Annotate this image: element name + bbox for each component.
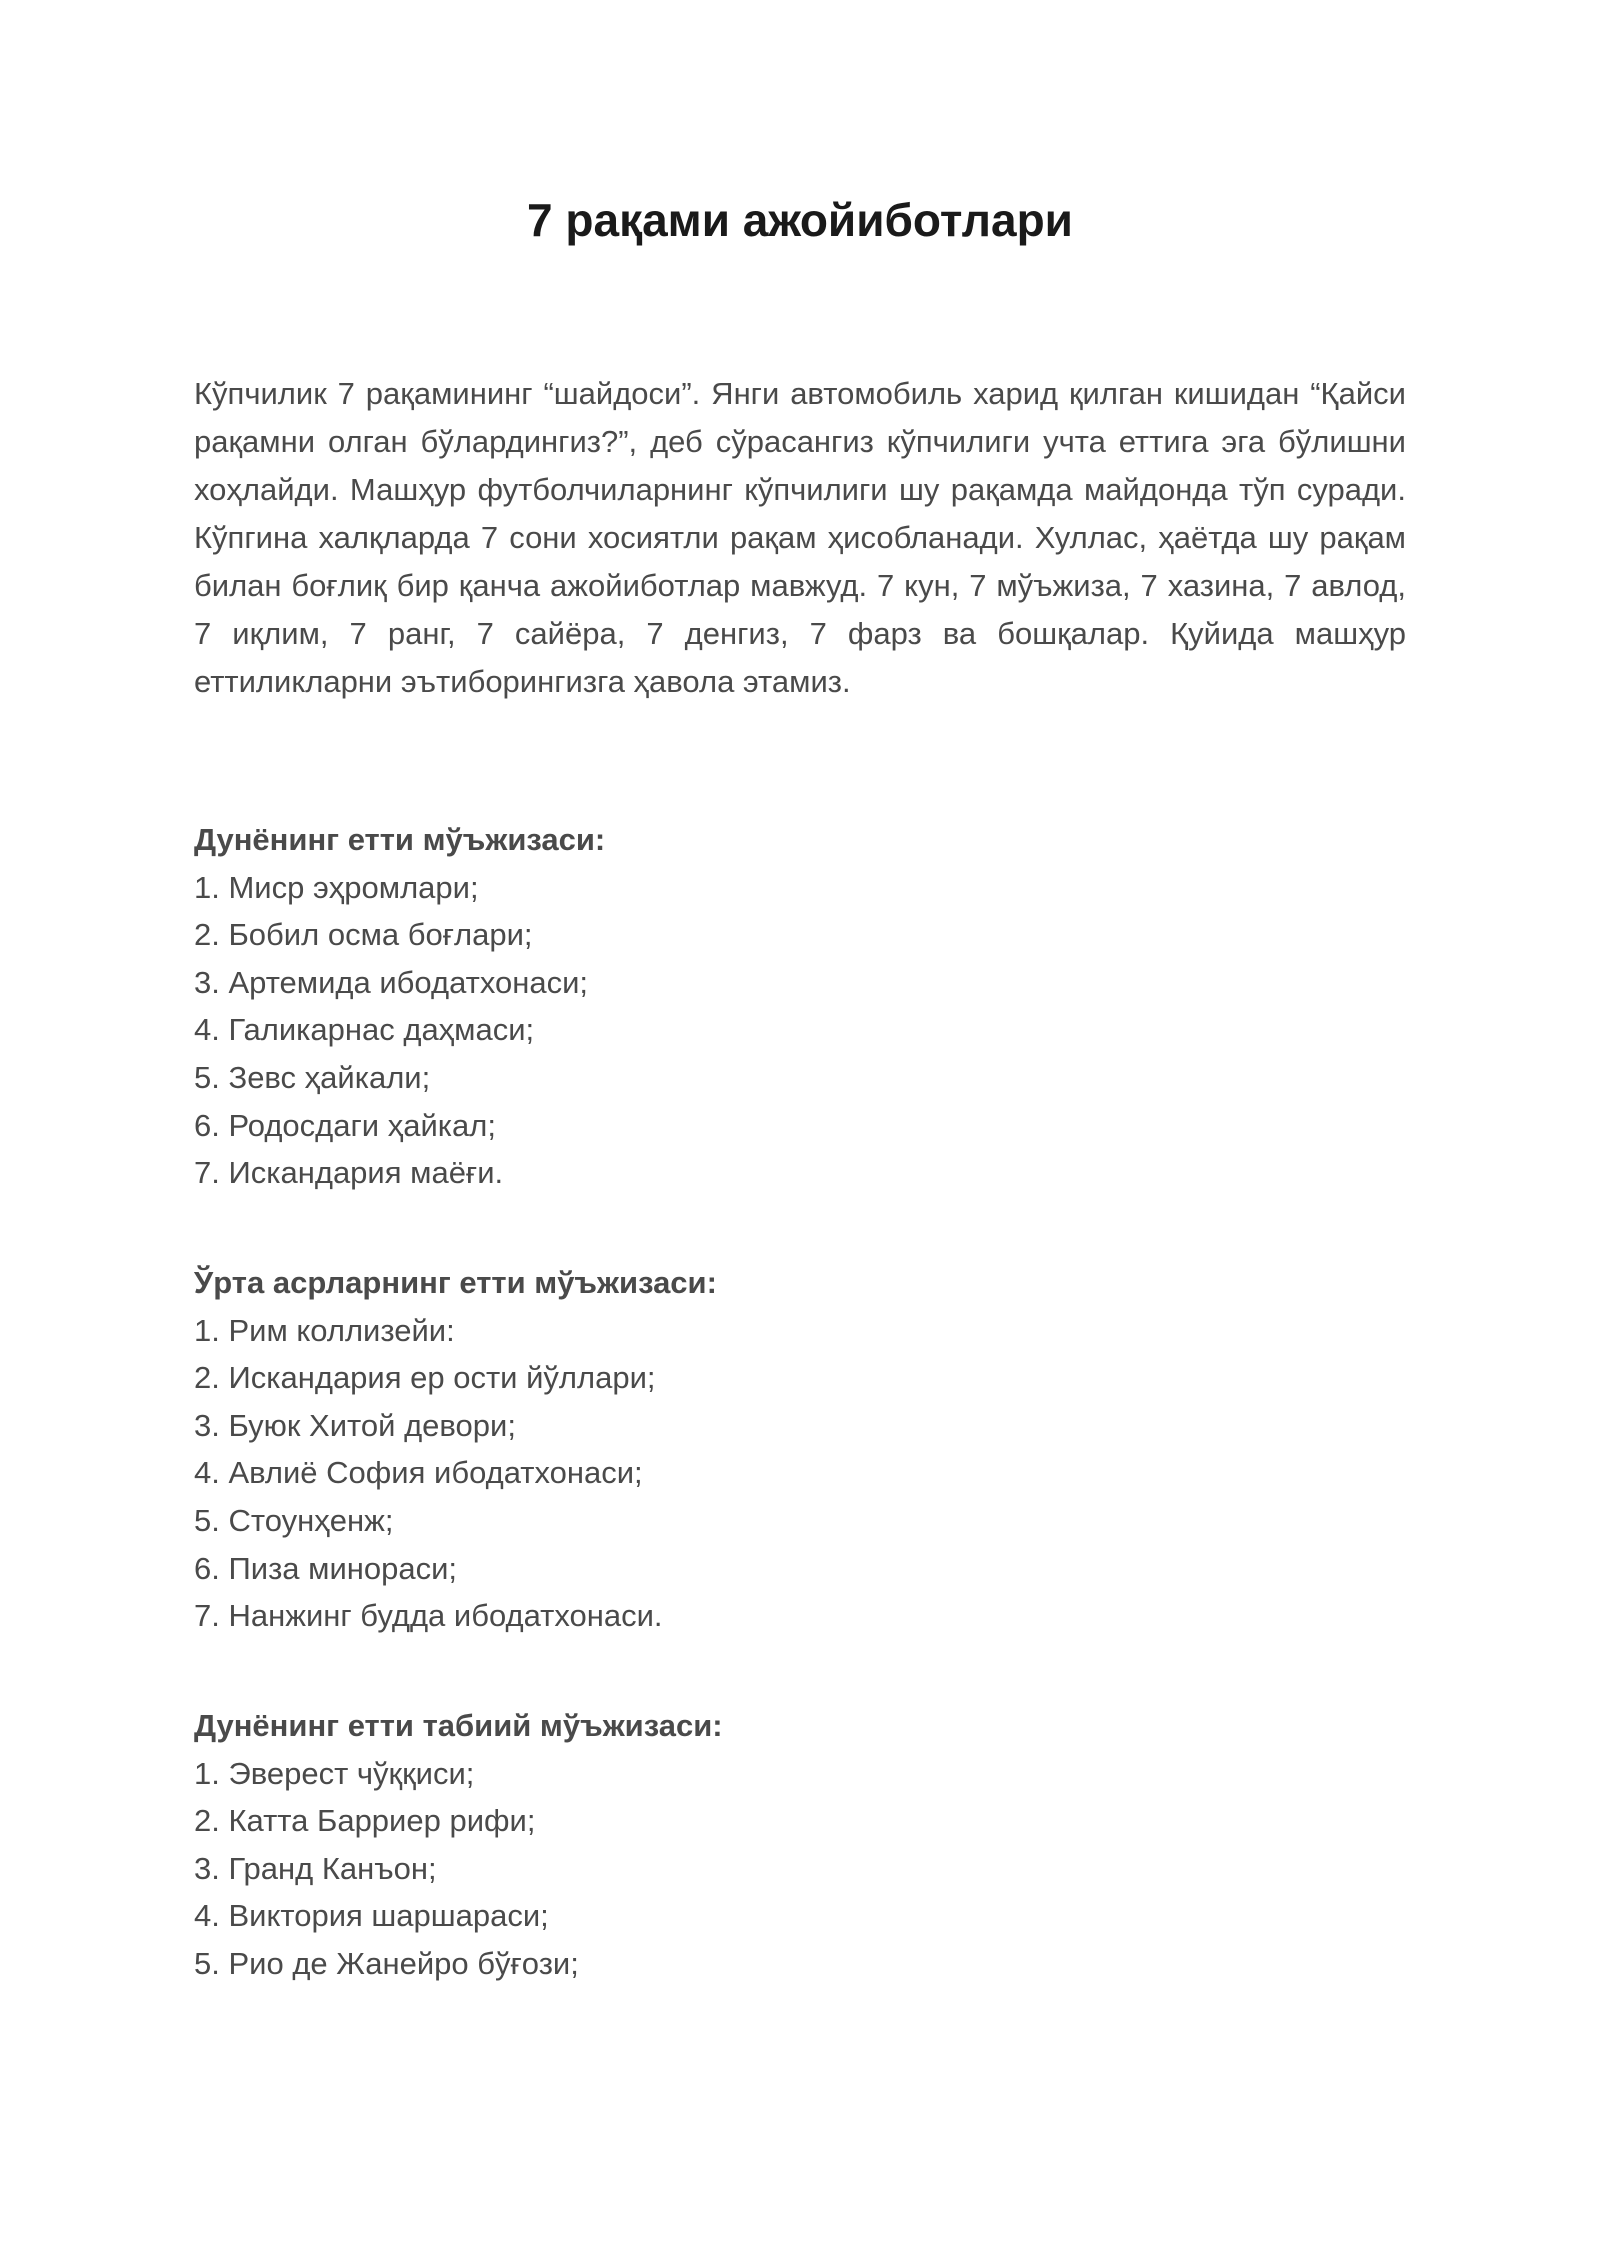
list-item: 7. Искандария маёғи. (194, 1155, 504, 1191)
page-title: 7 рақами ажойиботлари (527, 194, 1073, 246)
list-item: 5. Рио де Жанейро бўғози; (194, 1945, 579, 1981)
section-heading: Дунёнинг етти мўъжизаси: (194, 822, 606, 857)
list-item: 2. Катта Барриер рифи; (194, 1803, 536, 1839)
section-list (194, 864, 1406, 1197)
section-list (194, 1750, 1406, 1988)
list-item: 4. Виктория шаршараси; (194, 1898, 549, 1934)
list-item: 6. Пиза минораси; (194, 1550, 458, 1586)
section-wonders-of-world (194, 816, 1406, 1197)
list-item: 3. Гранд Канъон; (194, 1850, 437, 1886)
list-item: 4. Галикарнас даҳмаси; (194, 1012, 535, 1048)
list-item: 5. Стоунҳенж; (194, 1502, 394, 1538)
list-item: 1. Эверест чўққиси; (194, 1755, 475, 1791)
section-list (194, 1307, 1406, 1640)
list-item: 2. Искандария ер ости йўллари; (194, 1360, 656, 1396)
section-medieval-wonders (194, 1259, 1406, 1640)
list-item: 2. Бобил осма боғлари; (194, 917, 533, 953)
list-item: 3. Артемида ибодатхонаси; (194, 964, 589, 1000)
section-natural-wonders (194, 1702, 1406, 1988)
list-item: 5. Зевс ҳайкали; (194, 1059, 431, 1095)
list-item: 1. Миср эҳромлари; (194, 869, 479, 905)
section-heading: Дунёнинг етти табиий мўъжизаси: (194, 1708, 723, 1743)
list-item: 1. Рим коллизейи: (194, 1312, 455, 1348)
list-item: 7. Нанжинг будда ибодатхонаси. (194, 1598, 663, 1634)
list-item: 6. Родосдаги ҳайкал; (194, 1107, 496, 1143)
section-heading: Ўрта асрларнинг етти мўъжизаси: (194, 1265, 717, 1300)
list-item: 3. Буюк Хитой девори; (194, 1407, 516, 1443)
list-item: 4. Авлиё София ибодатхонаси; (194, 1455, 643, 1491)
intro-paragraph: Кўпчилик 7 рақамининг “шайдоси”. Янги автомобиль харид қилган кишидан “Қайси рақамни олган бўлардингиз?”, деб сўрасангиз кўпчилиги учта еттига эга бўлишни хоҳлайди. Машҳур футболчиларнинг кўпчилиги шу рақамда майдонда тўп суради. Кўпгина халқларда 7 сони хосиятли рақам ҳисобланади. Хуллас, ҳаётда шу рақам билан боғлиқ бир қанча ажойиботлар мавжуд. 7 кун, 7 мўъжиза, 7 хазина, 7 авлод, 7 иқлим, 7 ранг, 7 сайёра, 7 денгиз, 7 фарз ва бошқалар. Қуйида машҳур еттиликларни эътиборингизга ҳавола этамиз. (194, 376, 1406, 699)
